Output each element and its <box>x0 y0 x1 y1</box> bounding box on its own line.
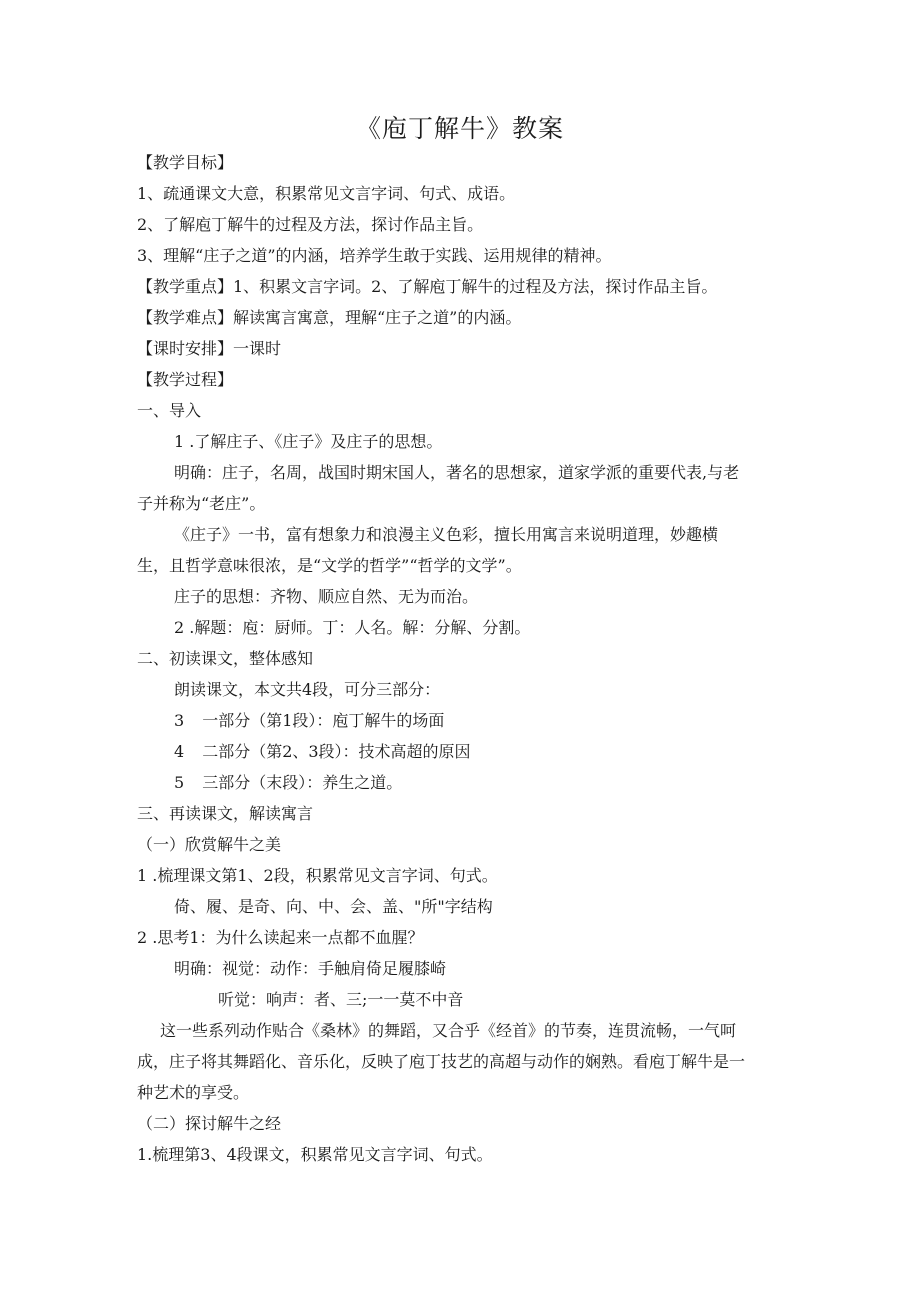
section-heading-process: 【教学过程】 <box>137 370 234 389</box>
list-text: 三部分（末段）：养生之道。 <box>202 773 403 792</box>
explanation-line: 子并称为“老庄”。 <box>137 494 266 513</box>
paragraph-line: 倚、履、是奇、向、中、会、盖、"所"字结构 <box>174 897 493 916</box>
paragraph-line: 明确：视觉：动作：手触肩倚足履膝崎 <box>174 959 447 978</box>
paragraph-line: 1.梳理第3、4段课文，积累常见文言字词、句式。 <box>137 1145 493 1164</box>
objective-item-2: 2、了解庖丁解牛的过程及方法，探讨作品主旨。 <box>137 215 484 234</box>
paragraph-line: 听觉：响声：者、三;一一莫不中音 <box>218 990 464 1009</box>
list-number: 4 <box>174 742 185 761</box>
page-title: 《庖丁解牛》教案 <box>355 114 564 143</box>
list-number: 5 <box>174 773 185 792</box>
subsection-heading: （二）探讨解牛之经 <box>137 1114 282 1133</box>
paragraph-line: 生，且哲学意味很浓，是“文学的哲学”“哲学的文学”。 <box>137 556 522 575</box>
intro-item-1: 1 .了解庄子、《庄子》及庄子的思想。 <box>174 432 443 451</box>
paragraph-line: 朗读课文，本文共4段，可分三部分： <box>174 680 441 699</box>
list-item <box>174 741 471 763</box>
objective-item-3: 3、理解“庄子之道”的内涵，培养学生敢于实践、运用规律的精神。 <box>137 246 612 265</box>
section-heading-objectives: 【教学目标】 <box>137 153 234 172</box>
subsection-heading: （一）欣赏解牛之美 <box>137 835 282 854</box>
intro-item-2: 2 .解题：庖：厨师。丁：人名。解：分解、分割。 <box>174 618 531 637</box>
step-heading-intro: 一、导入 <box>137 401 202 420</box>
difficult-points: 【教学难点】解读寓言寓意，理解“庄子之道”的内涵。 <box>137 308 522 327</box>
key-points: 【教学重点】1、积累文言字词。2、了解庖丁解牛的过程及方法，探讨作品主旨。 <box>137 277 718 296</box>
step-heading-second-reading: 三、再读课文，解读寓言 <box>137 804 314 823</box>
list-text: 一部分（第1段）：庖丁解牛的场面 <box>202 711 445 730</box>
paragraph-line: 庄子的思想：齐物、顺应自然、无为而治。 <box>174 587 479 606</box>
paragraph-line: 这一些系列动作贴合《桑林》的舞蹈，又合乎《经首》的节奏，连贯流畅，一气呵 <box>160 1021 737 1040</box>
paragraph-line: 1 .梳理课文第1、2段，积累常见文言字词、句式。 <box>137 866 498 885</box>
paragraph-line: 成，庄子将其舞蹈化、音乐化，反映了庖丁技艺的高超与动作的娴熟。看庖丁解牛是一 <box>137 1052 746 1071</box>
list-text: 二部分（第2、3段）：技术高超的原因 <box>202 742 471 761</box>
paragraph-line: 种艺术的享受。 <box>137 1083 250 1102</box>
paragraph-line: 《庄子》一书，富有想象力和浪漫主义色彩，擅长用寓言来说明道理，妙趣横 <box>174 525 719 544</box>
step-heading-first-reading: 二、初读课文，整体感知 <box>137 649 314 668</box>
lesson-schedule: 【课时安排】一课时 <box>137 339 282 358</box>
paragraph-line: 2 .思考1：为什么读起来一点都不血腥？ <box>137 928 424 947</box>
list-number: 3 <box>174 711 185 730</box>
list-item <box>174 710 444 732</box>
list-item <box>174 772 402 794</box>
explanation-line: 明确：庄子，名周，战国时期宋国人，著名的思想家，道家学派的重要代表,与老 <box>174 463 740 482</box>
objective-item-1: 1、疏通课文大意，积累常见文言字词、句式、成语。 <box>137 184 516 203</box>
